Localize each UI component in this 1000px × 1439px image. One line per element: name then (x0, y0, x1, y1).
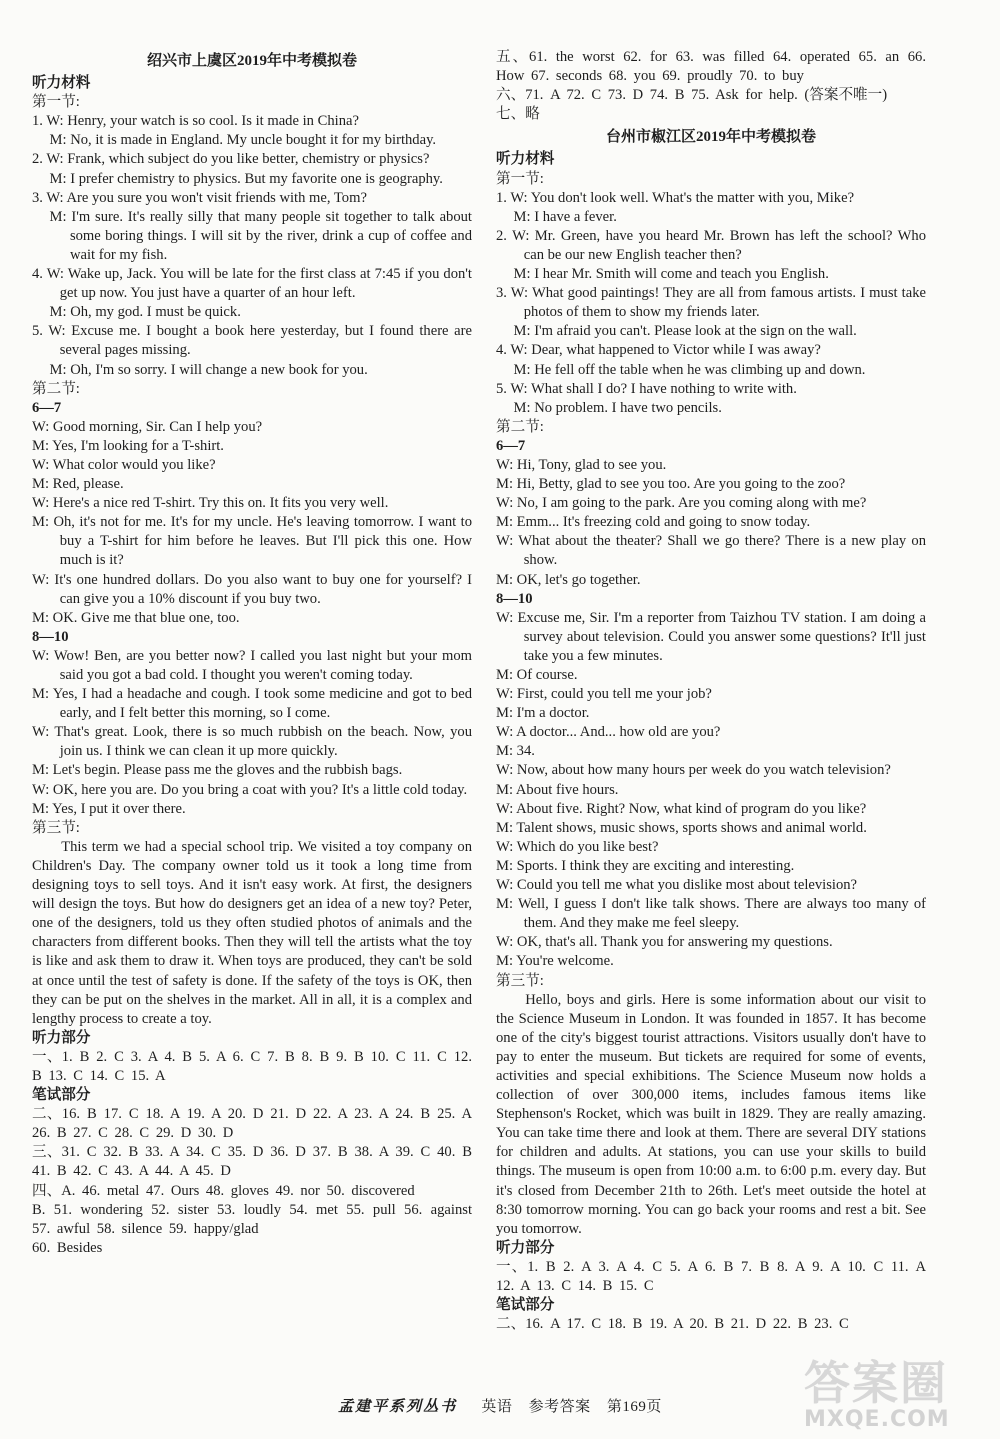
dialogue-line: M: Talent shows, music shows, sports shows and animal world. (496, 819, 867, 836)
dialogue-line: M: I have a fever. (513, 208, 617, 225)
dialogue-line: 5. W: Excuse me. I bought a book here yesterday, but I found there are several pages missing. (32, 323, 472, 359)
dialogue-line: 3. W: What good paintings! They are all from famous artists. I must take photos of them to show my friends later. (496, 285, 926, 321)
dialogue-line: M: Oh, I'm so sorry. I will change a new book for you. (49, 361, 368, 378)
dialogue-line: 2. W: Frank, which subject do you like better, chemistry or physics? (32, 151, 430, 168)
subsection-label: 第二节: (496, 418, 544, 435)
section-heading: 8—10 (32, 628, 69, 645)
left-column (32, 48, 472, 1258)
exam-title-jiaojiang: 台州市椒江区2019年中考模拟卷 (605, 129, 816, 146)
section-heading: 6—7 (496, 437, 526, 454)
watermark-top: 答案圈 (804, 1356, 948, 1410)
exam-title-shangyu: 绍兴市上虞区2019年中考模拟卷 (146, 53, 357, 69)
dialogue-line: W: Now, about how many hours per week do you watch television? (496, 762, 891, 779)
right-content (496, 150, 926, 1334)
dialogue-line: M: Of course. (496, 667, 578, 683)
answer-line: 一、1. B 2. C 3. A 4. B 5. A 6. C 7. B 8. B 9. B 10. C 11. C 12. B 13. C 14. C 15. A (32, 1048, 472, 1084)
section-heading: 听力部分 (496, 1239, 555, 1256)
section-heading: 笔试部分 (496, 1297, 555, 1314)
dialogue-line: M: Yes, I put it over there. (32, 800, 186, 817)
dialogue-line: W: That's great. Look, there is so much rubbish on the beach. Now, you join us. I think we can clean it up more quickly. (32, 724, 472, 760)
section-heading: 笔试部分 (32, 1087, 91, 1104)
dialogue-line: M: I'm afraid you can't. Please look at the sign on the wall. (513, 323, 857, 340)
dialogue-line: W: It's one hundred dollars. Do you also want to buy one for yourself? I can give you a 10% discount if you buy two. (32, 571, 472, 607)
dialogue-line: 2. W: Mr. Green, have you heard Mr. Brown has left the school? Who can be our new English teacher then? (496, 227, 926, 263)
section-label: 参考答案 (528, 1399, 591, 1415)
dialogue-line: W: OK, here you are. Do you bring a coat with you? It's a little cold today. (32, 781, 468, 798)
left-content (32, 74, 472, 1258)
answer-line: 二、16. B 17. C 18. A 19. A 20. D 21. D 22. A 23. A 24. B 25. A 26. B 27. C 28. C 29. D 30. D (32, 1106, 472, 1142)
answer-line: 一、1. B 2. A 3. A 4. C 5. A 6. B 7. B 8. A 9. A 10. C 11. A 12. A 13. C 14. B 15. C (496, 1258, 926, 1294)
watermark-bottom: MXQE.COM (804, 1407, 950, 1432)
answer-line: 三、31. C 32. B 33. A 34. C 35. D 36. D 37. B 38. A 39. C 40. B 41. B 42. C 43. A 44. A 45. D (32, 1144, 472, 1180)
dialogue-line: W: Could you tell me what you dislike most about television? (496, 877, 858, 894)
dialogue-line: M: I'm a doctor. (496, 705, 590, 722)
dialogue-line: M: About five hours. (496, 781, 619, 798)
subsection-label: 七、略 (496, 106, 540, 123)
section-heading: 听力部分 (32, 1029, 91, 1046)
dialogue-line: W: Which do you like best? (496, 838, 659, 855)
answer-line: 六、71. A 72. C 73. D 74. B 75. Ask for help. (答案不唯一) (496, 87, 888, 104)
dialogue-line: 1. W: Henry, your watch is so cool. Is it made in China? (32, 113, 359, 130)
right-column (496, 48, 926, 1334)
dialogue-line: W: Wow! Ben, are you better now? I called you last night but your mom said you got a bad cold. I thought you weren't coming today. (32, 647, 472, 683)
dialogue-line: M: You're welcome. (496, 953, 614, 970)
dialogue-line: 4. W: Wake up, Jack. You will be late for the first class at 7:45 if you don't get up now. You just have a quarter of an hour left. (32, 266, 472, 302)
subsection-label: 第三节: (496, 972, 544, 989)
dialogue-line: 4. W: Dear, what happened to Victor while I was away? (496, 342, 821, 359)
dialogue-line: M: He fell off the table when he was climbing up and down. (513, 361, 866, 378)
subsection-label: 第二节: (32, 380, 80, 397)
dialogue-line: W: First, could you tell me your job? (496, 686, 712, 703)
right-top-answers (496, 48, 926, 124)
page-number: 第169页 (606, 1399, 662, 1415)
dialogue-line: M: Oh, my god. I must be quick. (49, 304, 241, 321)
dialogue-line: W: Hi, Tony, glad to see you. (496, 456, 667, 473)
dialogue-line: M: Oh, it's not for me. It's for my uncle. He's leaving tomorrow. I want to buy a T-shirt for him before he leaves. But I'll pick this one. How much is it? (32, 514, 472, 569)
dialogue-line: 1. W: You don't look well. What's the matter with you, Mike? (496, 189, 855, 206)
dialogue-line: M: Red, please. (32, 476, 124, 493)
subsection-label: 第三节: (32, 819, 80, 836)
dialogue-line: M: OK, let's go together. (496, 571, 641, 588)
dialogue-line: M: Hi, Betty, glad to see you too. Are you going to the zoo? (496, 476, 846, 493)
dialogue-line: M: No problem. I have two pencils. (513, 399, 722, 416)
answer-line: 五、61. the worst 62. for 63. was filled 64. operated 65. an 66. How 67. seconds 68. you 69. proudly 70. to buy (496, 49, 926, 85)
dialogue-line: M: Emm... It's freezing cold and going to snow today. (496, 514, 811, 531)
dialogue-line: M: No, it is made in England. My uncle bought it for my birthday. (49, 132, 437, 149)
dialogue-line: W: OK, that's all. Thank you for answering my questions. (496, 934, 833, 951)
dialogue-line: M: I'm sure. It's really silly that many people sit together to talk about some boring things. I will sit by the river, drink a cup of coffee and wait for my fish. (49, 208, 472, 263)
dialogue-line: W: A doctor... And... how old are you? (496, 724, 721, 741)
dialogue-line: W: No, I am going to the park. Are you coming along with me? (496, 495, 867, 512)
dialogue-line: 3. W: Are you sure you won't visit friends with me, Tom? (32, 189, 367, 206)
section-heading: 8—10 (496, 590, 533, 607)
dialogue-line: W: What color would you like? (32, 456, 216, 473)
passage-paragraph: This term we had a special school trip. We visited a toy company on Children's Day. The company owner told us it took a long time from designing toys to sell toys. And it isn't easy work. At first, the designers will design the toys. But how do designers get an idea of a new toy? Peter, one of the designers, told us they often studied photos of animals and the characters from different books. Then they will tell the artists what the toy is like and ask them to draw it. When toys are produced, they can't be sold at once until the test of safety is done. If the safety of the toys is OK, then they can be put on the shelves in the market. All in all, it is a complex and lengthy process to create a toy. (32, 838, 472, 1027)
dialogue-line: W: About five. Right? Now, what kind of program do you like? (496, 800, 867, 817)
section-heading: 听力材料 (32, 75, 91, 92)
dialogue-line: M: Sports. I think they are exciting and interesting. (496, 857, 795, 874)
dialogue-line: M: Let's begin. Please pass me the gloves and the rubbish bags. (32, 762, 403, 779)
dialogue-line: M: Yes, I had a headache and cough. I took some medicine and got to bed early, and I felt better this morning, so I come. (32, 686, 472, 722)
dialogue-line: W: Here's a nice red T-shirt. Try this on. It fits you very well. (32, 495, 389, 512)
dialogue-line: 5. W: What shall I do? I have nothing to write with. (496, 380, 797, 397)
dialogue-line: W: Good morning, Sir. Can I help you? (32, 418, 263, 435)
dialogue-line: M: Well, I guess I don't like talk shows. There are always too many of them. And they make me feel sleepy. (496, 896, 926, 932)
answer-line: B. 51. wondering 52. sister 53. loudly 54. met 55. pull 56. against 57. awful 58. silence 59. happy/glad (32, 1201, 472, 1237)
dialogue-line: M: Yes, I'm looking for a T-shirt. (32, 437, 224, 454)
dialogue-line: M: OK. Give me that blue one, too. (32, 609, 240, 626)
book-series: 孟建平系列丛书 (338, 1399, 458, 1415)
dialogue-line: M: I prefer chemistry to physics. But my favorite one is geography. (49, 170, 443, 187)
dialogue-line: M: 34. (496, 743, 535, 760)
subject-label: 英语 (481, 1399, 513, 1415)
dialogue-line: W: Excuse me, Sir. I'm a reporter from Taizhou TV station. I am doing a survey about television. Could you answer some questions? It'll just take you a few minutes. (496, 609, 926, 664)
passage-paragraph: Hello, boys and girls. Here is some information about our visit to the Science Museum in London. It was founded in 1857. It has become one of the city's biggest tourist attractions. Visitors usually don't have to pay to enter the museum. But tickets are required for some of events, activities and special exhibitions. The Science Museum now holds a collection of over 300,000 items, includes famous items like Stephenson's Rocket, which was built in 1829. They are really amazing. You can take time there and look at them. There are several DIY stations for children and adults. At stations, you can use your skills to build things. The museum is open from 10:00 a.m. to 6:00 p.m. every day. But it's closed from December 21th to 26th. Let's meet outside the hotel at 8:30 tomorrow morning. You can go back your rooms and rest a bit. See you tomorrow. (496, 991, 926, 1237)
section-heading: 听力材料 (496, 151, 555, 168)
answer-line: 二、16. A 17. C 18. B 19. A 20. B 21. D 22. B 23. C (496, 1316, 849, 1333)
dialogue-line: M: I hear Mr. Smith will come and teach you English. (513, 266, 829, 283)
answer-line: 60. Besides (32, 1239, 103, 1256)
answer-line: 四、A. 46. metal 47. Ours 48. gloves 49. nor 50. discovered (32, 1182, 415, 1199)
dialogue-line: W: What about the theater? Shall we go there? There is a new play on show. (496, 533, 926, 569)
subsection-label: 第一节: (496, 170, 544, 187)
subsection-label: 第一节: (32, 94, 80, 111)
section-heading: 6—7 (32, 399, 62, 416)
watermark-logo (804, 1347, 994, 1437)
